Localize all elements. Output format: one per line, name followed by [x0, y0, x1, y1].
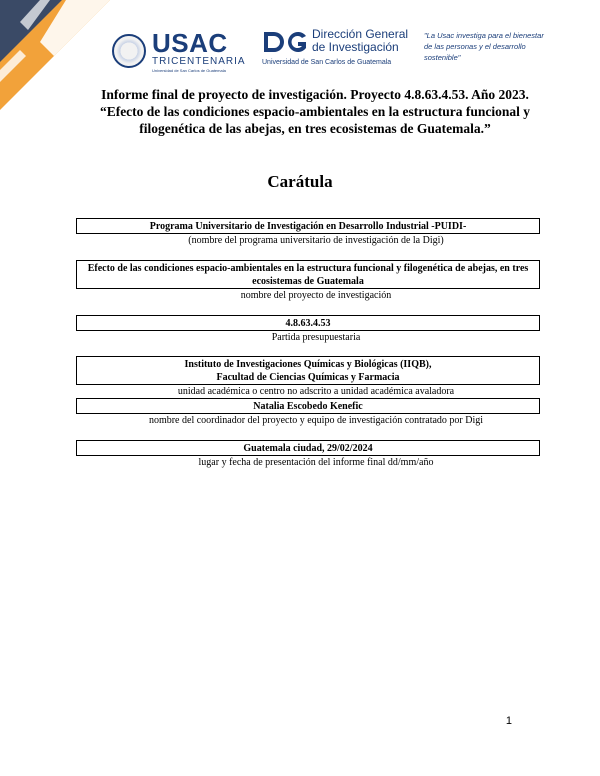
digi-mark-icon	[262, 30, 308, 54]
field-unit-caption: unidad académica o centro no adscrito a unidad académica avaladora	[177, 386, 455, 397]
digi-logo	[262, 28, 422, 74]
page-number: 1	[505, 715, 512, 727]
field-coordinator	[76, 398, 540, 427]
field-project	[76, 260, 540, 302]
header-logos	[112, 28, 552, 78]
field-unit-value	[76, 356, 540, 385]
digi-name-line2: de Investigación	[312, 40, 399, 54]
field-program-value: Programa Universitario de Investigación en Desarrollo Industrial -PUIDI-	[76, 218, 540, 234]
field-project-value: Efecto de las condiciones espacio-ambientales en la estructura funcional y filogenética de abejas, en tres ecosistemas de Guatemala	[76, 260, 540, 289]
digi-name-line1: Dirección General	[312, 27, 409, 41]
field-place-date	[76, 440, 540, 469]
report-title	[60, 86, 570, 137]
usac-name: USAC	[152, 28, 228, 58]
usac-seal-icon	[112, 34, 146, 68]
usac-subtitle: TRICENTENARIA	[152, 56, 246, 67]
caratula-heading: Carátula	[267, 172, 333, 191]
usac-subtitle-small: Universidad de San Carlos de Guatemala	[152, 68, 226, 73]
digi-university: Universidad de San Carlos de Guatemala	[262, 59, 392, 66]
usac-motto: "La Usac investiga para el bienestar de las personas y el desarrollo sostenible"	[424, 31, 544, 62]
field-budget-value: 4.8.63.4.53	[76, 315, 540, 331]
field-budget-caption: Partida presupuestaria	[271, 332, 361, 343]
usac-logo	[112, 28, 246, 74]
title-line-1: Informe final de proyecto de investigación. Proyecto 4.8.63.4.53. Año 2023.	[101, 87, 529, 102]
field-program-caption: (nombre del programa universitario de investigación de la Digi)	[188, 235, 444, 246]
field-project-caption: nombre del proyecto de investigación	[240, 290, 392, 301]
title-line-3: filogenética de las abejas, en tres ecosistemas de Guatemala.”	[139, 121, 491, 136]
field-place-date-caption: lugar y fecha de presentación del informe final dd/mm/año	[198, 457, 434, 468]
field-unit	[76, 356, 540, 398]
field-coordinator-value: Natalia Escobedo Kenefic	[76, 398, 540, 414]
field-unit-value-line1: Instituto de Investigaciones Químicas y Biológicas (IIQB),	[184, 359, 432, 370]
field-program	[76, 218, 540, 247]
field-budget	[76, 315, 540, 344]
title-line-2: “Efecto de las condiciones espacio-ambientales en la estructura funcional y	[99, 104, 531, 119]
field-coordinator-caption: nombre del coordinador del proyecto y equipo de investigación contratado por Digi	[148, 415, 484, 426]
field-place-date-value: Guatemala ciudad, 29/02/2024	[76, 440, 540, 456]
field-unit-value-line2: Facultad de Ciencias Químicas y Farmacia	[216, 372, 400, 383]
